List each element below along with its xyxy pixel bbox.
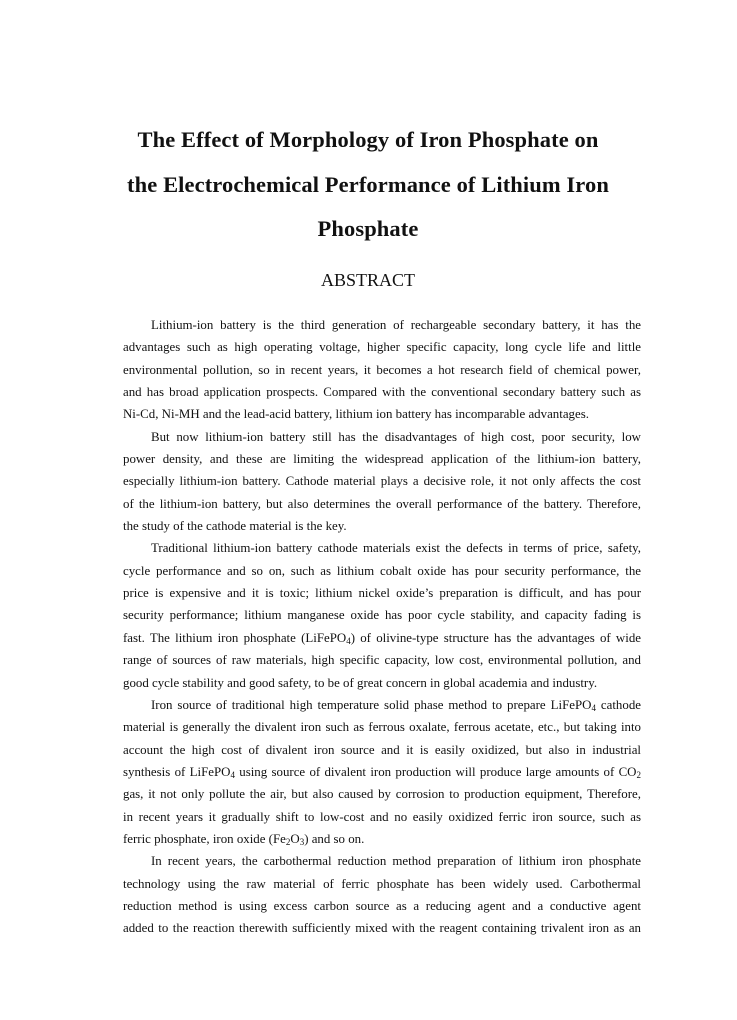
abstract-paragraph [95,426,641,538]
text-line: In recent years, the carbothermal reduction method preparation of lithium iron phosphate [151,854,641,869]
text-line: range of sources of raw materials, high specific capacity, low cost, environmental pollution, and [123,653,641,668]
text-line: material is generally the divalent iron such as ferrous oxalate, ferrous acetate, etc., but taking into [123,720,641,735]
text-line: the study of the cathode material is the key. [123,519,347,534]
text-line: environmental pollution, so in recent years, it becomes a hot research field of chemical power, [123,362,641,377]
text-line: especially lithium-ion battery. Cathode material plays a decisive role, it not only affects the cost [123,474,641,489]
text-line: reduction method is using excess carbon source as a reducing agent and a conductive agent [123,898,641,913]
title-line: the Electrochemical Performance of Lithium Iron [127,171,609,197]
paper-title [95,118,641,252]
abstract-heading: ABSTRACT [320,270,416,290]
text-line: Iron source of traditional high temperature solid phase method to prepare LiFePO$_4$ cathode [151,697,641,713]
text-line: and has broad application prospects. Compared with the conventional secondary battery such as [123,385,641,400]
text-line: of the lithium-ion battery, but also determines the overall performance of the battery. Therefore, [123,496,641,511]
abstract-paragraph [95,537,641,693]
text-line: advantages such as high operating voltage, higher specific capacity, long cycle life and little [123,340,641,355]
text-line: gas, it not only pollute the air, but also caused by corrosion to production equipment, Therefore, [123,787,641,802]
text-line: Traditional lithium-ion battery cathode materials exist the defects in terms of price, safety, [151,541,641,556]
abstract-paragraph [95,694,641,850]
abstract-body [95,314,641,940]
title-line: The Effect of Morphology of Iron Phosphate on [137,127,599,152]
title-line: Phosphate [317,216,419,241]
text-line: cycle performance and so on, such as lithium cobalt oxide has pour security performance, the [123,563,641,578]
text-line: fast. The lithium iron phosphate (LiFePO$_4$) of olivine-type structure has the advantages of wide [123,630,641,646]
text-line: account the high cost of divalent iron source and it is easily oxidized, but also in industrial [123,742,641,757]
abstract-paragraph [95,850,641,939]
text-line: Ni-Cd, Ni-MH and the lead-acid battery, lithium ion battery has incomparable advantages. [123,407,589,422]
text-line: in recent years it gradually shift to low-cost and no easily oxidized ferric iron source, such as [123,809,641,824]
text-line: synthesis of LiFePO$_4$ using source of divalent iron production will produce large amounts of $CO_2$ [123,764,641,780]
text-line: price is expensive and it is toxic; lithium nickel oxide’s preparation is difficult, and has pour [123,586,641,601]
text-line: ferric phosphate, iron oxide $(Fe_2O_3)$ and so on. [123,831,365,847]
text-line: added to the reaction therewith sufficiently mixed with the reagent containing trivalent iron as an [123,921,641,936]
text-line: good cycle stability and good safety, to be of great concern in global academia and industry. [123,675,598,690]
text-line: technology using the raw material of ferric phosphate has been widely used. Carbothermal [123,876,641,891]
text-line: power density, and these are limiting the widespread application of the lithium-ion battery, [123,452,641,467]
text-line: Lithium-ion battery is the third generation of rechargeable secondary battery, it has the [151,318,641,332]
abstract-paragraph [95,314,641,426]
text-line: security performance; lithium manganese oxide has poor cycle stability, and capacity fading is [123,608,641,623]
text-line: But now lithium-ion battery still has the disadvantages of high cost, poor security, low [151,429,641,444]
